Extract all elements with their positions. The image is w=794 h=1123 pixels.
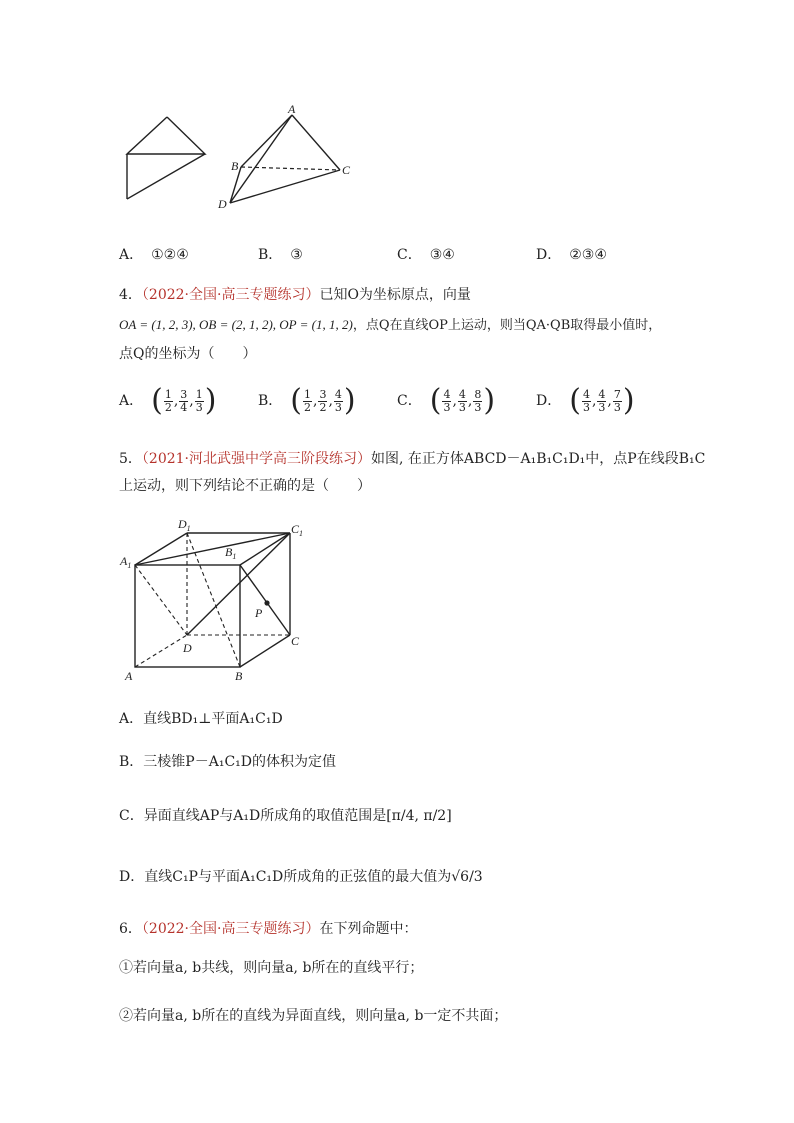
q3-option-b[interactable]: B． ③	[258, 247, 303, 263]
fig2-label-a: A	[288, 102, 296, 116]
cube-label-b1: $B_1$	[225, 545, 237, 561]
cube-label-d1: $D_1$	[178, 517, 191, 533]
q6-item-2: ②若向量a, b所在的直线为异面直线，则向量a, b一定不共面；	[119, 1008, 508, 1024]
q3-option-d[interactable]: D． ②③④	[536, 247, 607, 263]
cube-label-c: C	[291, 634, 300, 648]
q5-option-c[interactable]: C．异面直线AP与A₁D所成角的取值范围是[π/4, π/2]	[119, 808, 452, 824]
q4-option-b[interactable]: B． ( $\frac{1}{2}$ , $\frac{3}{2}$ , $\frac{4}{3}$ )	[258, 383, 356, 418]
fig2-label-c: C	[342, 163, 351, 177]
q6-source: （2022·全国·高三专题练习）	[141, 921, 320, 937]
fig2-label-b: B	[231, 159, 239, 173]
cube-label-c1: $C_1$	[291, 522, 304, 538]
q4-vectors: OA = (1, 2, 3), OB = (2, 1, 2), OP = (1, 1, 2)	[119, 317, 353, 332]
cube-label-b: B	[235, 669, 243, 683]
q5-option-b[interactable]: B．三棱锥P－A₁C₁D的体积为定值	[119, 754, 336, 770]
q5-option-a[interactable]: A．直线BD₁⊥平面A₁C₁D	[119, 711, 283, 727]
fig2-label-d: D	[218, 197, 227, 211]
q5-option-d[interactable]: D．直线C₁P与平面A₁C₁D所成角的正弦值的最大值为√6/3	[119, 869, 483, 885]
point-p	[264, 600, 269, 605]
q3-option-c[interactable]: C． ③④	[397, 247, 455, 263]
q5-source: （2021·河北武强中学高三阶段练习）	[141, 451, 372, 467]
q5-stem-line2: 上运动，则下列结论不正确的是（ ）	[119, 478, 371, 494]
q4-stem: 4．（2022·全国·高三专题练习）已知O为坐标原点，向量	[119, 287, 471, 303]
cube-label-a1: $A_1$	[120, 554, 132, 570]
cube-label-a: A	[125, 669, 133, 683]
cube-label-p: P	[255, 606, 263, 620]
q4-source: （2022·全国·高三专题练习）	[141, 287, 320, 303]
q3-figure-2	[215, 100, 355, 215]
q5-stem: 5．（2021·河北武强中学高三阶段练习）如图, 在正方体ABCD－A₁B₁C₁D₁中，点P在线段B₁C	[119, 451, 706, 467]
q5-cube-figure	[115, 510, 315, 685]
q6-stem: 6．（2022·全国·高三专题练习）在下列命题中：	[119, 921, 418, 937]
q3-figure-1	[120, 112, 215, 204]
q4-stem-line2: OA = (1, 2, 3), OB = (2, 1, 2), OP = (1, 1, 2)，点Q在直线OP上运动，则当QA·QB取得最小值时，	[119, 317, 662, 333]
q3-option-a[interactable]: A． ①②④	[119, 247, 189, 263]
q4-option-c[interactable]: C． ( $\frac{4}{3}$ , $\frac{4}{3}$ , $\frac{8}{3}$ )	[397, 383, 496, 418]
q4-stem-line3: 点Q的坐标为（ ）	[119, 346, 257, 362]
q4-option-a[interactable]: A． ( $\frac{1}{2}$ , $\frac{3}{4}$ , $\frac{1}{3}$ )	[119, 383, 217, 418]
cube-label-d: D	[183, 641, 192, 655]
q4-option-d[interactable]: D． ( $\frac{4}{3}$ , $\frac{4}{3}$ , $\frac{7}{3}$ )	[536, 383, 635, 418]
q6-item-1: ①若向量a, b共线，则向量a, b所在的直线平行；	[119, 960, 424, 976]
